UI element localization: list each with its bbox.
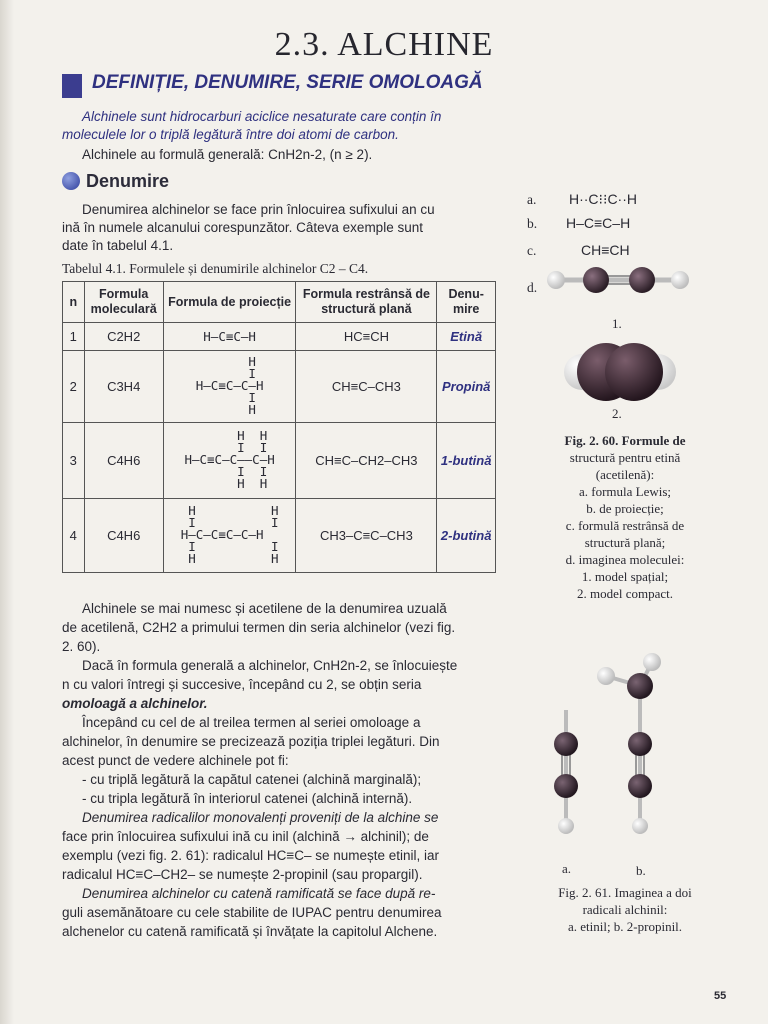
cell-name: 2-butină bbox=[437, 499, 496, 573]
body-line: Denumirea radicalilor monovalenți proveniți de la alchine se bbox=[82, 810, 439, 825]
ethyne-compact-model bbox=[560, 338, 680, 408]
fig60-caption-line: 1. model spațial; bbox=[581, 569, 669, 584]
fig60-caption-line: structură plană; bbox=[584, 535, 666, 550]
fig61-caption bbox=[530, 884, 720, 935]
general-formula: Alchinele au formulă generală: CnH2n-2, (n ≥ 2). bbox=[82, 147, 373, 162]
denumire-line-2: ină în numele alcanului corespunzător. Câteva exemple sunt bbox=[62, 220, 423, 235]
cell-projection: H I H–C≡C–C–H I H bbox=[195, 354, 264, 417]
body-line: Alchinele se mai numesc și acetilene de la denumirea uzuală bbox=[82, 601, 447, 616]
cell-molecular: C4H6 bbox=[84, 423, 163, 499]
denumire-line-3: date în tabelul 4.1. bbox=[62, 238, 174, 253]
fig60-caption-line: (acetilenă): bbox=[595, 467, 655, 482]
table-row bbox=[63, 323, 496, 351]
table-row bbox=[63, 499, 496, 573]
cell-molecular: C3H4 bbox=[84, 351, 163, 423]
body-line: radicalul HC≡C–CH2– se numește 2-propinil (sau propargil). bbox=[62, 867, 423, 882]
cell-n: 1 bbox=[63, 323, 85, 351]
cell-condensed: CH≡C–CH3 bbox=[296, 351, 437, 423]
cell-name: 1-butină bbox=[437, 423, 496, 499]
chapter-title: 2.3. ALCHINE bbox=[274, 26, 494, 63]
body-line: Dacă în formula generală a alchinelor, CnH2n-2, se înlocuiește bbox=[82, 658, 458, 673]
definition-line-1: Alchinele sunt hidrocarburi aciclice nesaturate care conțin în bbox=[82, 109, 442, 124]
body-line: face prin înlocuirea sufixului ină cu inil (alchină → alchinil); de bbox=[62, 829, 429, 844]
lewis-formula: H··C⁝⁝C··H bbox=[569, 191, 637, 207]
table-header-row bbox=[63, 282, 496, 323]
fig60-label-b: b. bbox=[527, 216, 538, 231]
cell-projection: H H I I H–C–C≡C–C–H I I H H bbox=[180, 503, 279, 566]
projection-formula: H–C≡C–H bbox=[566, 215, 631, 231]
fig60-caption-line: Fig. 2. 60. Formule de bbox=[564, 433, 686, 448]
fig60-caption-line: 2. model compact. bbox=[576, 586, 674, 601]
denumire-line-1: Denumirea alchinelor se face prin înlocuirea sufixului an cu bbox=[82, 202, 435, 217]
fig60-caption-line: structură pentru etină bbox=[569, 450, 681, 465]
model-label-2: 2. bbox=[612, 406, 622, 421]
cell-n: 2 bbox=[63, 351, 85, 423]
fig61-caption-line: a. etinil; b. 2-propinil. bbox=[567, 919, 683, 934]
condensed-formula: CH≡CH bbox=[581, 242, 630, 258]
table-caption: Tabelul 4.1. Formulele și denumirile alchinelor C2 – C4. bbox=[62, 261, 369, 276]
page-spine-shadow bbox=[0, 0, 14, 1024]
body-line: Începând cu cel de al treilea termen al seriei omoloage a bbox=[82, 715, 421, 730]
table-row bbox=[63, 423, 496, 499]
section-title: DEFINIȚIE, DENUMIRE, SERIE OMOLOAGĂ bbox=[92, 72, 483, 93]
header-n: n bbox=[63, 282, 85, 323]
fig60-caption-line: b. de proiecție; bbox=[586, 501, 664, 516]
body-line: guli asemănătoare cu cele stabilite de IUPAC pentru denumirea bbox=[62, 905, 442, 920]
body-line: alchenelor cu catenă ramificată și învățate la capitolul Alchene. bbox=[62, 924, 438, 939]
cell-projection: H H I I H–C≡C–C––C–H I I H H bbox=[184, 428, 275, 491]
fig60-label-d: d. bbox=[527, 280, 538, 295]
body-line: - cu tripla legătură în interiorul catenei (alchină internă). bbox=[82, 791, 413, 806]
page-number: 55 bbox=[714, 990, 727, 1002]
bullet-circle-icon bbox=[62, 172, 80, 190]
subsection-title: Denumire bbox=[86, 171, 170, 191]
fig61-caption-line: Fig. 2. 61. Imaginea a doi bbox=[558, 885, 692, 900]
body-line: - cu triplă legătură la capătul catenei (alchină marginală); bbox=[82, 772, 422, 787]
body-line: de acetilenă, C2H2 a primului termen din seria alchinelor (vezi fig. bbox=[62, 620, 456, 635]
alkyne-table bbox=[62, 281, 496, 573]
cell-condensed: CH≡C–CH2–CH3 bbox=[296, 423, 437, 499]
ethyne-ball-stick-model bbox=[544, 260, 694, 320]
header-projection: Formula de proiecție bbox=[163, 282, 296, 323]
fig60-caption-line: a. formula Lewis; bbox=[578, 484, 672, 499]
body-line: acest punct de vedere alchinele pot fi: bbox=[62, 753, 289, 768]
fig60-caption-line: d. imaginea moleculei: bbox=[565, 552, 685, 567]
cell-molecular: C4H6 bbox=[84, 499, 163, 573]
body-line: 2. 60). bbox=[62, 639, 101, 654]
body-line: alchinelor, în denumire se precizează poziția triplei legături. Din bbox=[62, 734, 440, 749]
cell-condensed: HC≡CH bbox=[296, 323, 437, 351]
section-marker bbox=[62, 74, 82, 98]
header-name: Denu-mire bbox=[437, 282, 496, 323]
fig61-caption-line: radicali alchinil: bbox=[582, 902, 668, 917]
table-row bbox=[63, 351, 496, 423]
fig60-label-a: a. bbox=[527, 192, 537, 207]
body-line: omoloagă a alchinelor. bbox=[62, 696, 208, 711]
fig60-caption bbox=[530, 432, 720, 602]
fig61-label-a: a. bbox=[562, 861, 572, 876]
fig60-caption-line: c. formulă restrânsă de bbox=[565, 518, 685, 533]
definition-line-2: moleculele lor o triplă legătură între doi atomi de carbon. bbox=[62, 127, 399, 142]
model-label-1: 1. bbox=[612, 316, 622, 331]
body-line: exemplu (vezi fig. 2. 61): radicalul HC≡C– se numește etinil, iar bbox=[62, 848, 440, 863]
cell-name: Propină bbox=[437, 351, 496, 423]
cell-n: 3 bbox=[63, 423, 85, 499]
body-line: Denumirea alchinelor cu catenă ramificată se face după re- bbox=[82, 886, 436, 901]
header-molecular: Formula moleculară bbox=[84, 282, 163, 323]
fig61-label-b: b. bbox=[636, 863, 646, 878]
cell-condensed: CH3–C≡C–CH3 bbox=[296, 499, 437, 573]
cell-n: 4 bbox=[63, 499, 85, 573]
cell-molecular: C2H2 bbox=[84, 323, 163, 351]
fig60-label-c: c. bbox=[527, 243, 537, 258]
cell-name: Etină bbox=[437, 323, 496, 351]
header-condensed: Formula restrânsă de structură plană bbox=[296, 282, 437, 323]
body-line: n cu valori întregi și succesive, începând cu 2, se obțin seria bbox=[62, 677, 422, 692]
cell-projection: H–C≡C–H bbox=[203, 329, 256, 344]
alkynyl-radicals-models bbox=[540, 650, 680, 850]
